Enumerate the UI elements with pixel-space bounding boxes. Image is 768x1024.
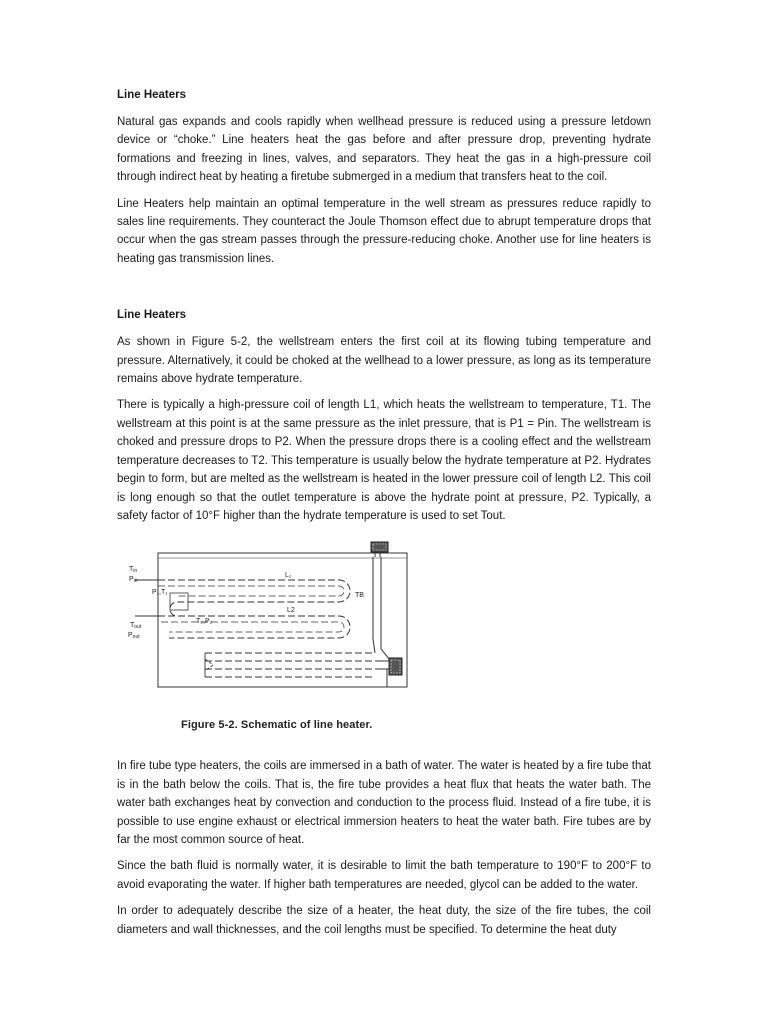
paragraph: There is typically a high-pressure coil of length L1, which heats the wellstream to temperature, T1. The wellstream at this point is at the same pressure as the inlet pressure, that is P1 = Pin. The wellstream is choked and pressure drops to P2. When the pressure drops there is a cooling effect and the wellstream temperature decreases to T2. This temperature is usually below the hydrate temperature at P2. Hydrates begin to form, but are melted as the wellstream is heated in the lower pressure coil of length L2. This coil is long enough so that the outlet temperature is above the hydrate point at pressure, P2. Typically, a safety factor of 10°F higher than the hydrate temperature is used to set Tout. (117, 399, 651, 522)
label-t-in: Tin (129, 566, 138, 575)
figure-caption: Figure 5-2. Schematic of line heater. (181, 719, 373, 732)
label-p1-t1: P₁,T₁ (152, 589, 168, 597)
fire-tube (205, 653, 375, 677)
paragraph: Since the bath fluid is normally water, it is desirable to limit the bath temperature to 190°F to 200°F to avoid evaporating the water. If higher bath temperatures are needed, glycol can be added to the water. (117, 860, 651, 891)
coil-l1 (158, 580, 350, 616)
label-t2-p2: T₂,P₂ (196, 618, 213, 626)
section-heading: Line Heaters (117, 309, 187, 322)
label-t-out: Tout (130, 622, 142, 631)
paragraph: In fire tube type heaters, the coils are immersed in a bath of water. The water is heated by a fire tube that is in the bath below the coils. That is, the fire tube provides a heat flux that heats the water bath. The water bath exchanges heat by convection and conduction to the process fluid. Instead of a fire tube, it is possible to use engine exhaust or electrical immersion heaters to heat the water bath. Fire tubes are by far the most common source of heat. (117, 760, 651, 846)
line-heater-schematic (117, 541, 651, 717)
label-l2: L2 (287, 607, 295, 615)
line-heater-schematic-figure (117, 541, 651, 739)
document-content (117, 82, 651, 947)
stack-cap (371, 542, 388, 552)
paragraph: Natural gas expands and cools rapidly when wellhead pressure is reduced using a pressure letdown device or “choke.” Line heaters heat the gas before and after pressure drop, preventing hydrate formations and freezing in lines, valves, and separators. They heat the gas in a high-pressure coil through indirect heat by heating a firetube submerged in a medium that transfers heat to the coil. (117, 116, 651, 184)
paragraph: Line Heaters help maintain an optimal temperature in the well stream as pressures reduce rapidly to sales line requirements. They counteract the Joule Thomson effect due to abrupt temperature drops that occur when the gas stream passes through the pressure-reducing choke. Another use for line heaters is heating gas transmission lines. (117, 197, 651, 265)
label-tb: TB (355, 592, 364, 600)
label-p-in: Pin (129, 576, 138, 585)
paragraph: As shown in Figure 5-2, the wellstream enters the first coil at its flowing tubing temperature and pressure. Alternatively, it could be choked at the wellhead to a lower pressure, as long as its temperature remains above hydrate temperature. (117, 336, 651, 386)
section-heading: Line Heaters (117, 89, 187, 101)
label-p-out: Pout (128, 632, 140, 641)
paragraph: In order to adequately describe the size of a heater, the heat duty, the size of the fire tubes, the coil diameters and wall thicknesses, and the coil lengths must be specified. To determine the heat duty (117, 905, 651, 936)
coil-l2 (158, 616, 350, 638)
label-l1: L₁ (285, 572, 292, 580)
